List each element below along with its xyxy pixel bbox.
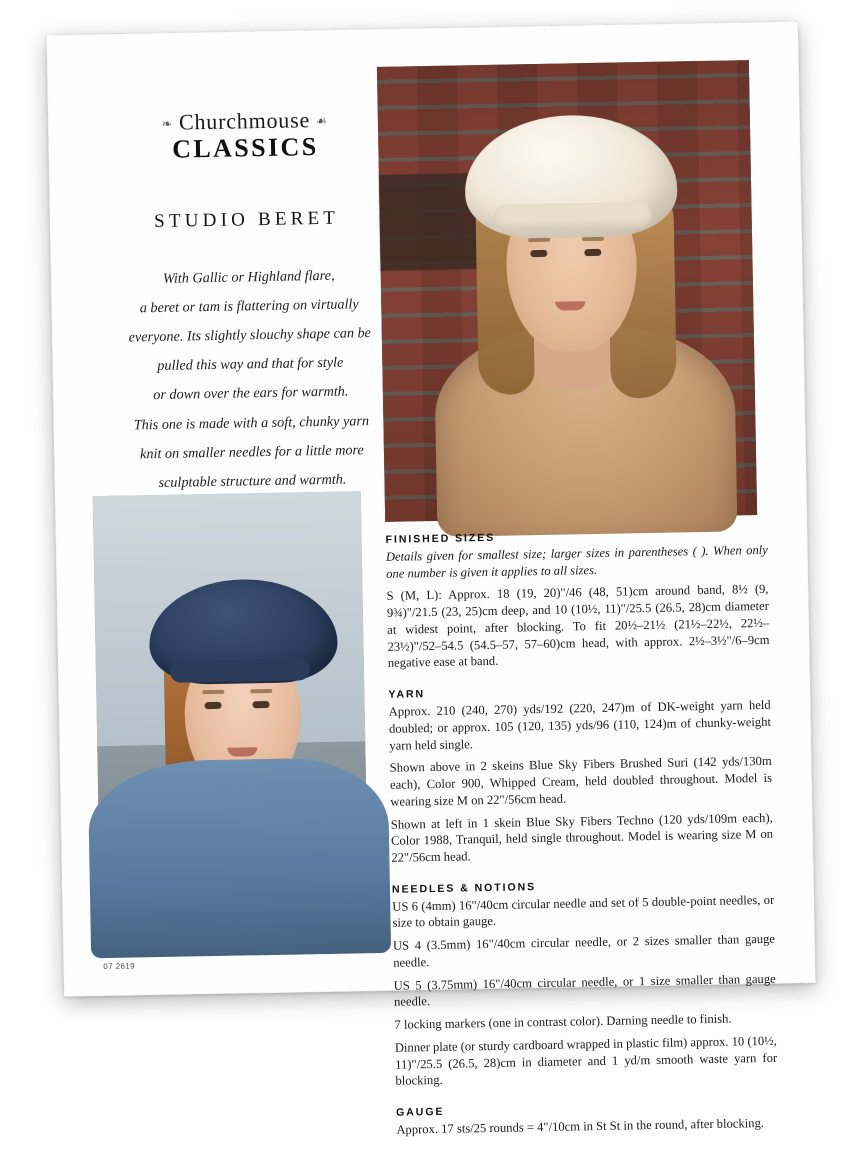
intro-blurb-line: or down over the ears for warmth. bbox=[153, 383, 349, 404]
intro-blurb-line: a beret or tam is flattering on virtually bbox=[139, 296, 359, 317]
section-paragraph: US 5 (3.75mm) 16"/40cm circular needle, or 1 size smaller than gauge needle. bbox=[393, 971, 776, 1010]
intro-blurb-line: sculptable structure and warmth. bbox=[158, 471, 347, 491]
intro-blurb-line: This one is made with a soft, chunky yarn bbox=[133, 412, 370, 433]
model2-brow-left bbox=[202, 690, 224, 694]
denim-jacket bbox=[88, 757, 392, 958]
section-paragraph: 7 locking markers (one in contrast color). Darning needle to finish. bbox=[394, 1011, 732, 1032]
section-heading: GAUGE bbox=[395, 1105, 445, 1119]
model-eye-right bbox=[584, 249, 601, 256]
section-heading: FINISHED SIZES bbox=[385, 531, 496, 546]
cream-beret-band bbox=[493, 202, 651, 231]
section-paragraph: Shown at left in 1 skein Blue Sky Fibers Techno (120 yds/109m each), Color 1988, Tranquil, held single throughout. Model is wearing size M on 22"/56cm head. bbox=[390, 810, 774, 865]
section-paragraph: S (M, L): Approx. 18 (19, 20)"/46 (48, 51)cm around band, 8½ (9, 9¾)"/21.5 (23, 25)cm deep, and 10 (10½, 11)"/25.5 (26.5, 28)cm diameter at widest point, after blocking. To fit 20½–21½ (21½–22½, 22½–23½)"/52–54.5 (54.5–57, 57–60)cm head, with approx. 2½–3½"/6–9cm negative ease at band. bbox=[386, 582, 770, 671]
navy-beret-band bbox=[170, 658, 310, 683]
brand-lockup bbox=[110, 107, 381, 166]
pattern-details-column bbox=[385, 527, 778, 1145]
section-heading: YARN bbox=[388, 688, 426, 701]
brand-name-line1: ❧ Churchmouse ☙ bbox=[110, 107, 380, 136]
intro-blurb-line: everyone. Its slightly slouchy shape can be bbox=[128, 325, 372, 346]
section-paragraph: Approx. 17 sts/25 rounds = 4"/10cm in St St in the round, after blocking. bbox=[396, 1116, 765, 1137]
sku-code: 07 2619 bbox=[103, 961, 136, 972]
intro-blurb bbox=[102, 261, 398, 499]
model-mouth bbox=[555, 301, 585, 311]
section-paragraph: US 4 (3.5mm) 16"/40cm circular needle, or 2 sizes smaller than gauge needle. bbox=[392, 931, 776, 970]
section-paragraph: Shown above in 2 skeins Blue Sky Fibers Brushed Suri (142 yds/130m each), Color 900, Whipped Cream, held doubled throughout. Model is wearing size M on 22"/56cm head. bbox=[389, 754, 773, 809]
flourish-left-icon: ❧ bbox=[161, 117, 174, 132]
section-heading: NEEDLES & NOTIONS bbox=[391, 880, 537, 896]
photo-model-navy-beret bbox=[93, 491, 369, 948]
intro-blurb-line: pulled this way and that for style bbox=[157, 354, 344, 375]
pattern-sheet bbox=[46, 21, 816, 1137]
photo-model-cream-beret bbox=[377, 60, 757, 522]
section-paragraph: Approx. 210 (240, 270) yds/192 (220, 247)m of DK-weight yarn held doubled; or approx. 105 (120, 135) yds/96 (110, 124)m of chunky-weight yarn held single. bbox=[388, 697, 772, 753]
intro-blurb-line: knit on smaller needles for a little more bbox=[139, 441, 364, 462]
model-brow-left bbox=[528, 238, 550, 242]
section-paragraph: US 6 (4mm) 16"/40cm circular needle and set of 5 double-point needles, or size to obtain gauge. bbox=[392, 892, 775, 931]
page-title: STUDIO BERET bbox=[153, 207, 340, 233]
model-eye-left bbox=[530, 250, 547, 257]
model2-brow-right bbox=[250, 689, 272, 693]
model2-mouth bbox=[227, 747, 257, 757]
flourish-right-icon: ☙ bbox=[315, 114, 328, 129]
model2-eye-left bbox=[205, 702, 222, 709]
section-paragraph: Details given for smallest size; larger sizes in parentheses ( ). When only one number is given it applies to all sizes. bbox=[385, 542, 768, 581]
brand-name-line2: CLASSICS bbox=[171, 132, 319, 164]
model2-eye-right bbox=[252, 701, 269, 708]
section-paragraph: Dinner plate (or sturdy cardboard wrapped in plastic film) approx. 10 (10½, 11)"/25.5 (26.5, 28)cm in diameter and 1 yd/m smooth waste yarn for blocking. bbox=[394, 1033, 778, 1089]
intro-blurb-line: With Gallic or Highland flare, bbox=[162, 267, 335, 287]
model-brow-right bbox=[582, 237, 604, 241]
